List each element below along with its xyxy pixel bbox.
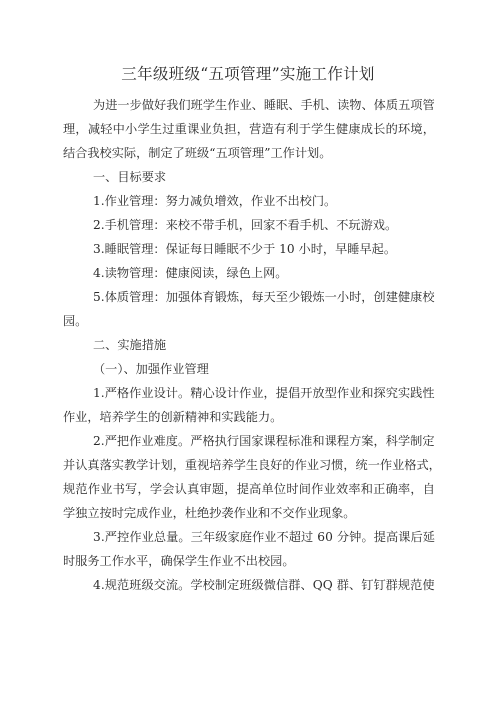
goal-item-5: 5 . 体 质 管 理 ： 加 强 体 育 锻 炼 ， 每 天 至 少 锻 炼 一 小 时 ， 创 建 健 康 校	[93, 290, 435, 304]
measure2-line-1: 2 . 严 把 作 业 难 度 。 严 格 执 行 国 家 课 程 标 准 和 课 程 方 案 ， 科 学 制 定	[93, 434, 435, 448]
measure2-line-2: 并 认 真 落 实 教 学 计 划 ， 重 视 培 养 学 生 良 好 的 作 业 习 惯 ， 统 一 作 业 格 式 ，	[63, 458, 441, 472]
section1-heading: 一、目标要求	[93, 170, 167, 184]
section2-heading: 二、实施措施	[93, 338, 167, 352]
intro-line-1: 为 进 一 步 做 好 我 们 班 学 生 作 业 、 睡 眠 、 手 机 、 读 物 、 体 质 五 项 管	[93, 98, 435, 112]
measure1-line-1: 1 . 严 格 作 业 设 计 。 精 心 设 计 作 业 ， 提 倡 开 放 型 作 业 和 探 究 实 践 性	[93, 386, 435, 400]
goal-item-5-cont: 园。	[63, 314, 88, 328]
measure2-line-4: 学独立按时完成作业，杜绝抄袭作业和不交作业现象。	[63, 506, 356, 520]
intro-line-3: 结合我校实际，制定了班级“五项管理”工作计划。	[63, 146, 332, 160]
goal-item-4: 4.读物管理：健康阅读，绿色上网。	[93, 266, 288, 280]
measure3-line-1: 3 . 严 控 作 业 总 量 。 三 年 级 家 庭 作 业 不 超 过 6 0 分 钟 。 提 高 课 后 延	[93, 530, 435, 544]
measure4-line-1: 4 . 规 范 班 级 交 流 。 学 校 制 定 班 级 微 信 群 、 Q Q 群 、 钉 钉 群 规 范 使	[93, 578, 435, 592]
subsection1-heading: （一）、加强作业管理	[93, 362, 209, 376]
document-title: 三年级班级“五项管理”实施工作计划	[121, 65, 375, 83]
measure2-line-3: 规 范 作 业 书 写 ， 学 会 认 真 审 题 ， 提 高 单 位 时 间 作 业 效 率 和 正 确 率 ， 自	[63, 482, 435, 496]
goal-item-2: 2.手机管理：来校不带手机，回家不看手机、不玩游戏。	[93, 218, 398, 232]
goal-item-1: 1.作业管理：努力减负增效，作业不出校门。	[93, 194, 337, 208]
measure1-line-2: 作业，培养学生的创新精神和实践能力。	[63, 410, 283, 424]
intro-line-2: 理 ， 减 轻 中 小 学 生 过 重 课 业 负 担 ， 营 造 有 利 于 学 生 健 康 成 长 的 环 境 ，	[63, 122, 435, 136]
goal-item-3: 3.睡眠管理：保证每日睡眠不少于 10 小时，早睡早起。	[93, 242, 397, 256]
measure3-line-2: 时服务工作水平，确保学生作业不出校园。	[63, 554, 295, 568]
